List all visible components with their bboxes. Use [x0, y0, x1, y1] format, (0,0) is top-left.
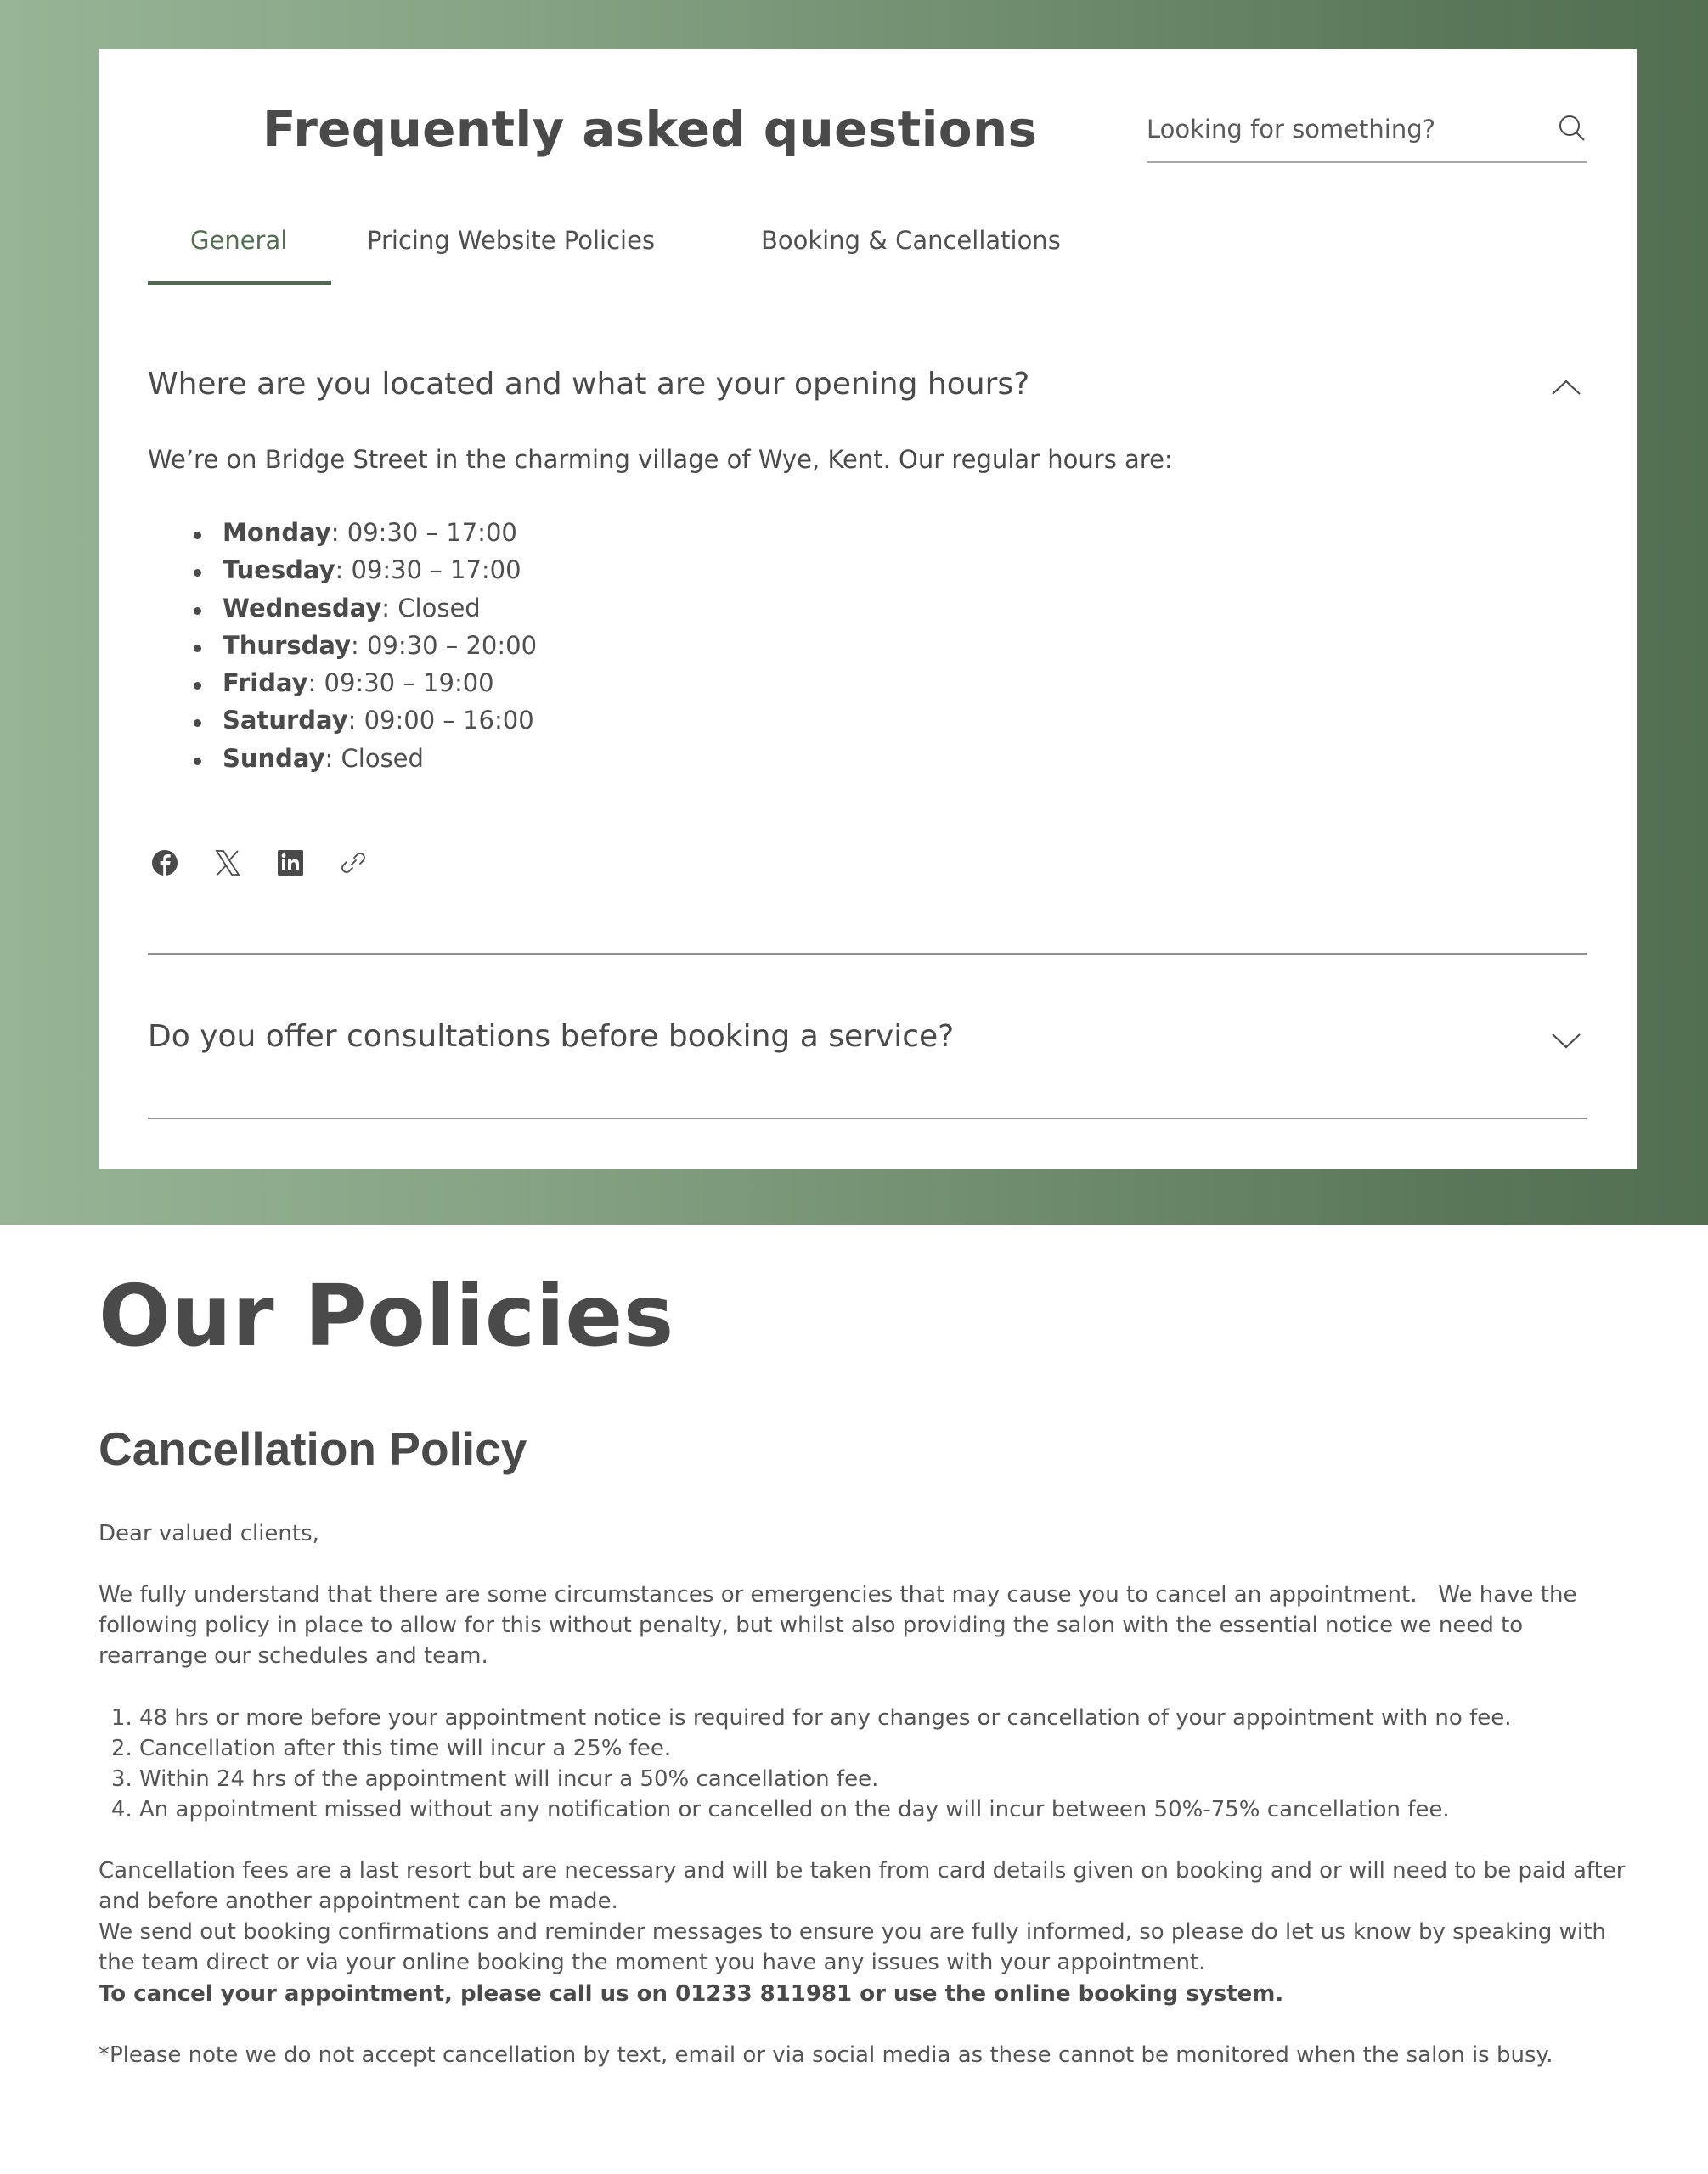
hours-item	[183, 668, 537, 706]
tab-general[interactable]	[148, 219, 331, 285]
tab-label: General	[190, 226, 288, 255]
linkedin-icon[interactable]	[275, 848, 306, 878]
search-input[interactable]	[1147, 112, 1537, 146]
hours-time: : 09:30 – 17:00	[330, 518, 517, 547]
hours-item	[183, 706, 537, 743]
policy-rule: 2. Cancellation after this time will incur a 25% fee.	[139, 1733, 1668, 1764]
hours-time: : Closed	[381, 593, 481, 622]
policy-rule: 3. Within 24 hrs of the appointment will incur a 50% cancellation fee.	[139, 1764, 1668, 1794]
chevron-down-icon[interactable]	[1549, 1024, 1583, 1058]
hours-time: : 09:30 – 19:00	[307, 668, 494, 698]
opening-hours-list	[183, 518, 537, 781]
policy-confirmations: We send out booking confirmations and reminder messages to ensure you are fully informed, so please do let us know by speaking with the team direct or via your online booking the moment you have any issues with your appointment.	[99, 1919, 1606, 1975]
hours-day: Thursday	[223, 630, 351, 660]
policy-intro: We fully understand that there are some circumstances or emergencies that may cause you to cancel an appointment. We have the following policy in place to allow for this without penalty, but whilst also providing the salon with the essential notice we need to rearrange our schedules and team.	[99, 1582, 1584, 1669]
cancellation-policy-heading: Cancellation Policy	[99, 1422, 527, 1475]
faq-question-text: Do you offer consultations before booking a service?	[148, 1019, 955, 1054]
x-icon[interactable]	[212, 848, 243, 878]
hours-day: Friday	[223, 668, 308, 698]
policy-rule: 4. An appointment missed without any notification or cancelled on the day will incur between 50%-75% cancellation fee.	[139, 1794, 1668, 1825]
hours-item	[183, 594, 537, 631]
faq-question-text: Where are you located and what are your opening hours?	[148, 367, 1030, 402]
faq-question-header[interactable]	[148, 357, 1587, 421]
hours-day: Monday	[223, 518, 331, 547]
policy-rule: 1. 48 hrs or more before your appointment notice is required for any changes or cancellation of your appointment with no fee.	[139, 1703, 1668, 1733]
hours-time: : 09:30 – 17:00	[335, 555, 521, 585]
hours-time: : 09:30 – 20:00	[350, 630, 538, 660]
hours-item	[183, 631, 537, 668]
tab-label: Booking & Cancellations	[761, 226, 1061, 255]
hours-day: Wednesday	[223, 593, 382, 622]
facebook-icon[interactable]	[149, 848, 180, 878]
faq-divider	[148, 953, 1587, 955]
policy-footnote: *Please note we do not accept cancellation by text, email or via social media as these cannot be monitored when the salon is busy.	[99, 2042, 1553, 2068]
faq-question-header[interactable]	[148, 1009, 1587, 1073]
faq-search	[1147, 102, 1587, 163]
hours-day: Saturday	[223, 706, 348, 735]
faq-title: Frequently asked questions	[262, 100, 1038, 158]
policy-fees-note: Cancellation fees are a last resort but are necessary and will be taken from card details given on booking and or will need to be paid after and before another appointment can be made.	[99, 1858, 1626, 1914]
policies-section	[99, 1265, 1627, 2068]
link-icon[interactable]	[338, 848, 369, 878]
chevron-up-icon[interactable]	[1549, 372, 1583, 406]
policies-title: Our Policies	[99, 1266, 674, 1366]
policy-rules-list	[99, 1703, 1668, 1825]
faq-answer-intro: We’re on Bridge Street in the charming village of Wye, Kent. Our regular hours are:	[148, 445, 1173, 474]
hours-item	[183, 555, 537, 593]
tab-label: Pricing Website Policies	[367, 226, 656, 255]
tab-pricing-website-policies[interactable]	[367, 219, 690, 281]
faq-divider	[148, 1118, 1587, 1119]
hours-time: : Closed	[324, 743, 424, 773]
policy-greeting: Dear valued clients,	[99, 1521, 319, 1546]
hours-item	[183, 744, 537, 781]
search-icon[interactable]	[1558, 114, 1587, 143]
tab-booking-cancellations[interactable]	[761, 219, 1101, 281]
hours-day: Tuesday	[223, 555, 335, 585]
hours-time: : 09:00 – 16:00	[347, 706, 534, 735]
hours-item	[183, 518, 537, 555]
hours-day: Sunday	[223, 743, 325, 773]
policy-call-to-action: To cancel your appointment, please call us on 01233 811981 or use the online booking system.	[99, 1981, 1284, 2007]
faq-card	[99, 49, 1637, 1169]
